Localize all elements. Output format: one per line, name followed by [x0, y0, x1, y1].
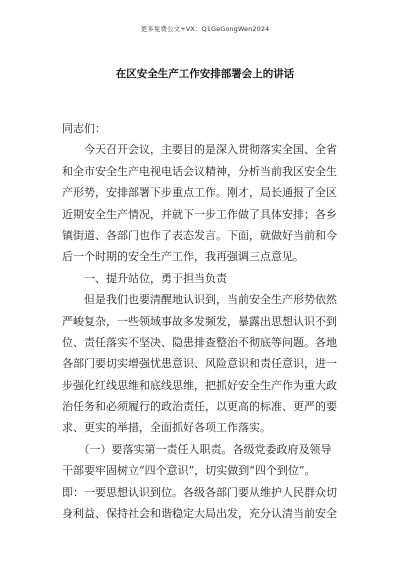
document-body — [62, 118, 360, 524]
section-heading: 一、提升站位，勇于担当负责 — [62, 271, 227, 285]
paragraph-line: 但是我们也要清醒地认识到，当前安全生产形势依然 — [62, 293, 337, 307]
paragraph-line: 严峻复杂，一些领域事故多发频发，暴露出思想认识不到 — [62, 314, 337, 328]
salutation: 同志们： — [62, 122, 106, 135]
paragraph-line: 治任务和必须履行的政治责任，以更高的标准、更严的要 — [62, 400, 337, 414]
paragraph-line: 身利益、保持社会和谐稳定大局出发，充分认清当前安全 — [62, 507, 337, 521]
subsection-line: （一）要落实第一责任人职责。各级党委政府及领导 — [62, 442, 332, 456]
paragraph-line: 镇街道、各部门也作了表态发言。下面，就做好当前和今 — [62, 228, 337, 242]
paragraph-line: 干部要牢固树立“四个意识”，切实做到“四个到位”。 — [62, 464, 316, 478]
header-note: 更多免费公文+VX：Q1GeGongWen2024 — [140, 25, 270, 33]
paragraph-line: 各部门要切实增强忧患意识、风险意识和责任意识，进一 — [62, 357, 337, 371]
paragraph-line: 和全市安全生产电视电话会议精神，分析当前我区安全生 — [62, 164, 337, 178]
paragraph-line: 求、更实的举措，全面抓好各项工作落实。 — [62, 421, 271, 435]
paragraph-line: 即：一要思想认识到位。各级各部门要从维护人民群众切 — [62, 485, 337, 499]
document-title: 在区安全生产工作安排部署会上的讲话 — [115, 68, 295, 80]
paragraph-line: 位、责任落实不坚决、隐患排查整治不彻底等问题。各地 — [62, 335, 337, 349]
paragraph-line: 产形势，安排部署下步重点工作。刚才，局长通报了全区 — [62, 186, 337, 200]
paragraph-line: 后一个时期的安全生产工作，我再强调三点意见。 — [62, 250, 304, 264]
paragraph-line: 今天召开会议，主要目的是深入贯彻落实全国、全省 — [62, 143, 337, 157]
paragraph-line: 步强化红线思维和底线思维，把抓好安全生产作为重大政 — [62, 378, 337, 392]
paragraph-line: 近期安全生产情况，并就下一步工作做了具体安排；各乡 — [62, 207, 337, 221]
